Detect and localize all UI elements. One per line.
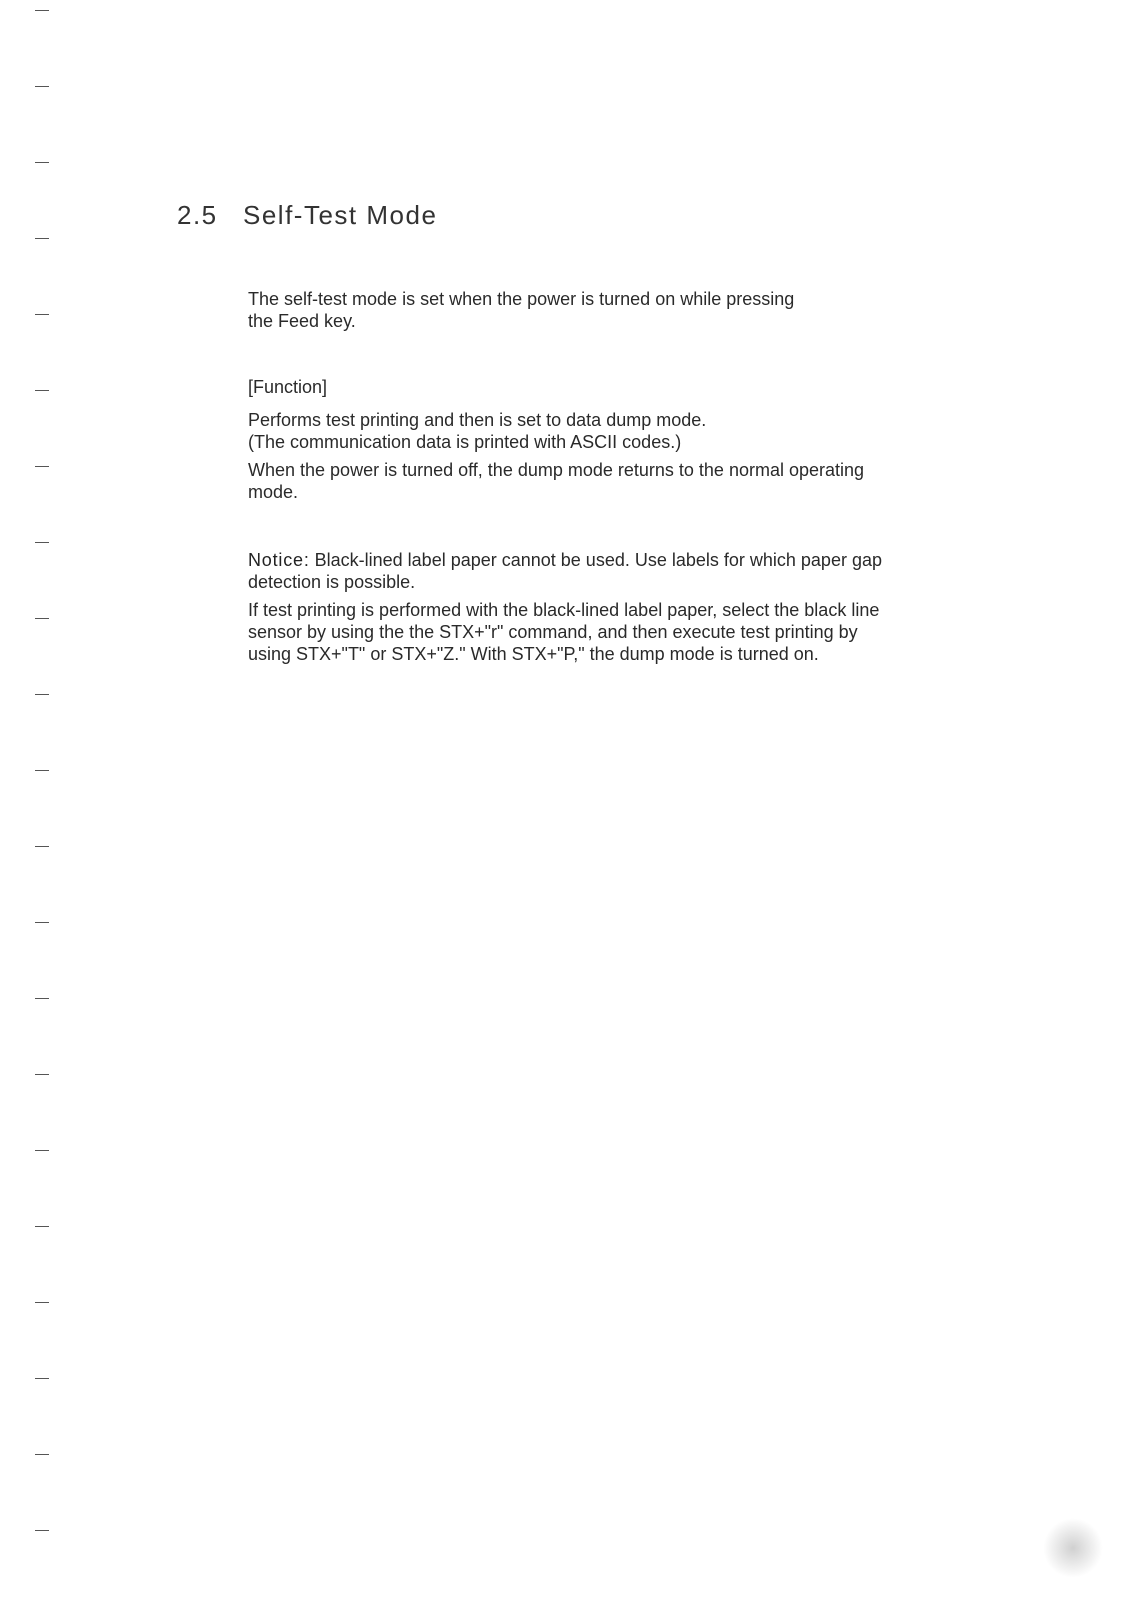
section-heading [177, 200, 437, 231]
binding-hole-marks [32, 0, 52, 1600]
notice-paragraph [248, 549, 898, 593]
section-number: 2.5 [177, 200, 218, 230]
notice-label: Notice: [248, 550, 310, 570]
function-label: [Function] [248, 377, 328, 397]
power-off-paragraph: When the power is turned off, the dump mode returns to the normal operating mode. [248, 460, 865, 502]
scan-noise [1043, 1518, 1103, 1578]
intro-paragraph: The self-test mode is set when the power is turned on while pressing the Feed key. [248, 289, 795, 331]
function-description-line2: (The communication data is printed with ASCII codes.) [248, 432, 682, 452]
section-body [248, 288, 898, 665]
black-line-instructions: If test printing is performed with the black-lined label paper, select the black line sensor by using the the STX+"r" command, and then execute test printing by using STX+"T" or STX+"Z." With STX+"P," the dump mode is turned on. [248, 600, 880, 664]
section-title: Self-Test Mode [243, 200, 438, 230]
function-description-line1: Performs test printing and then is set to data dump mode. [248, 410, 707, 430]
notice-text: Black-lined label paper cannot be used. Use labels for which paper gap detection is possible. [248, 550, 882, 592]
